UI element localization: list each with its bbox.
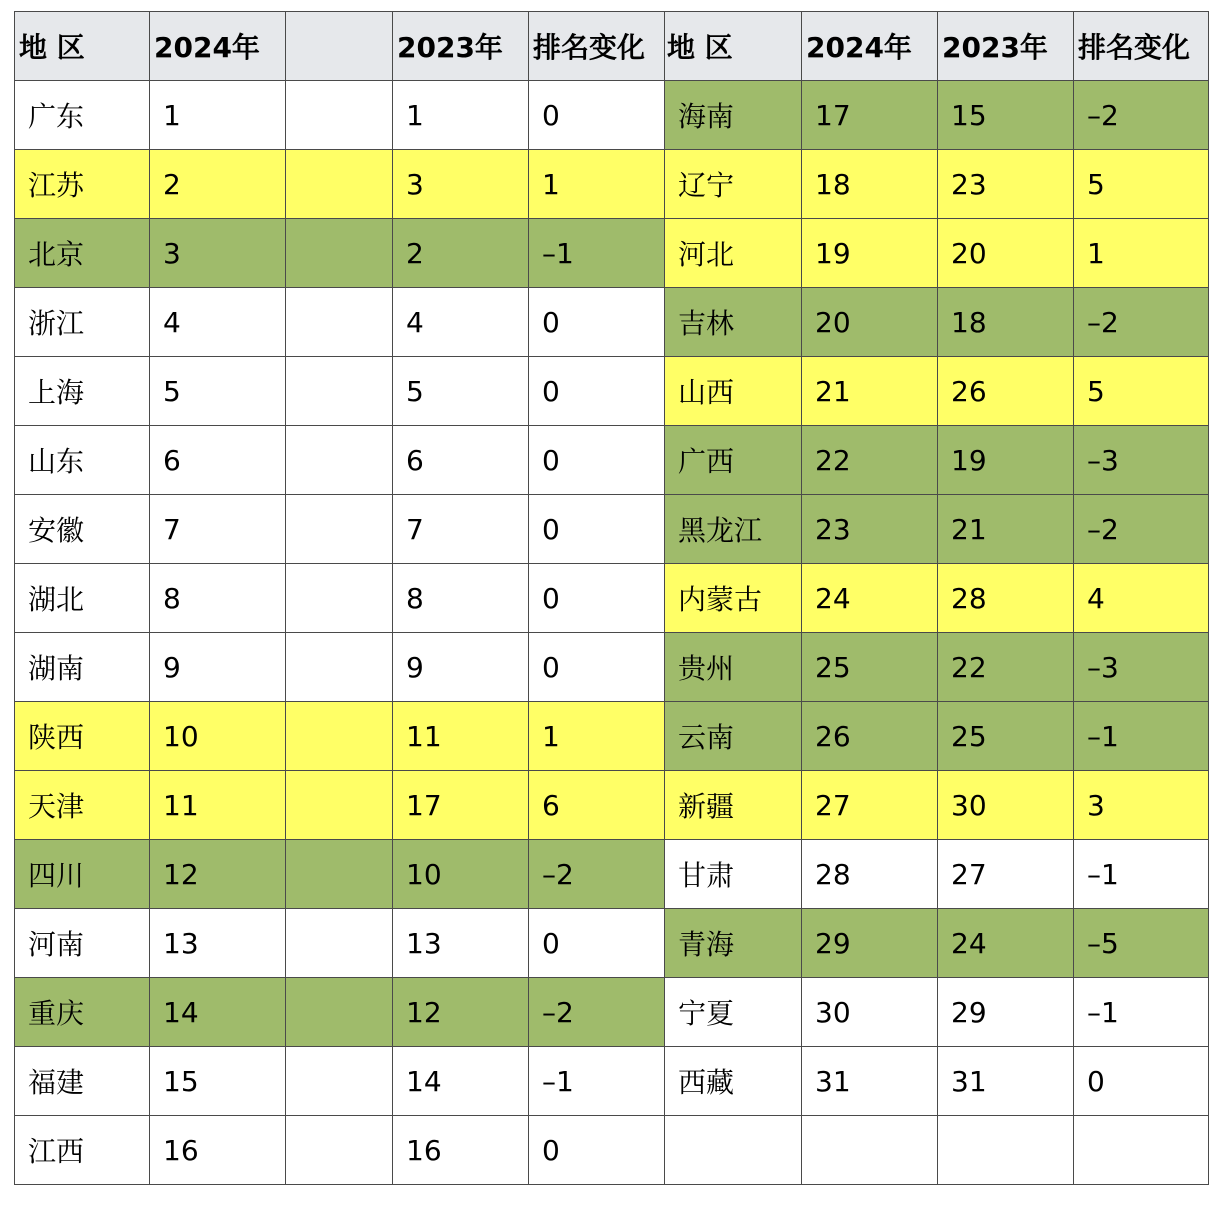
cell-rank-2024-right: 17 (802, 81, 938, 150)
table-row (15, 357, 1209, 426)
cell-change-left: 0 (529, 357, 665, 426)
table-row (15, 702, 1209, 771)
cell-rank-2023-right: 22 (938, 633, 1074, 702)
cell-rank-2024-left: 2 (150, 150, 286, 219)
cell-rank-2023-right: 25 (938, 702, 1074, 771)
cell-rank-2024-left: 15 (150, 1047, 286, 1116)
cell-change-right: 3 (1074, 771, 1209, 840)
cell-rank-2023-left: 7 (393, 495, 529, 564)
header-change-right: 排名变化 (1074, 12, 1209, 81)
cell-rank-2023-left: 17 (393, 771, 529, 840)
cell-rank-2024-left: 3 (150, 219, 286, 288)
cell-change-left: –2 (529, 978, 665, 1047)
cell-blank-left (286, 150, 393, 219)
cell-rank-2023-left: 6 (393, 426, 529, 495)
cell-change-left: 0 (529, 495, 665, 564)
cell-region-left: 广东 (15, 81, 150, 150)
cell-rank-2024-right: 26 (802, 702, 938, 771)
cell-rank-2024-left: 1 (150, 81, 286, 150)
cell-rank-2023-right: 23 (938, 150, 1074, 219)
cell-region-left: 江西 (15, 1116, 150, 1185)
cell-change-right: 1 (1074, 219, 1209, 288)
cell-change-left: 0 (529, 1116, 665, 1185)
cell-blank-left (286, 633, 393, 702)
cell-change-left: 0 (529, 909, 665, 978)
cell-region-right: 云南 (665, 702, 802, 771)
cell-region-right: 西藏 (665, 1047, 802, 1116)
cell-change-left: 0 (529, 564, 665, 633)
cell-rank-2023-right: 24 (938, 909, 1074, 978)
cell-change-right: 4 (1074, 564, 1209, 633)
cell-change-right (1074, 1116, 1209, 1185)
cell-change-left: 0 (529, 288, 665, 357)
cell-rank-2024-right: 25 (802, 633, 938, 702)
cell-region-right: 贵州 (665, 633, 802, 702)
cell-region-right: 甘肃 (665, 840, 802, 909)
cell-region-right: 黑龙江 (665, 495, 802, 564)
cell-rank-2024-left: 6 (150, 426, 286, 495)
cell-rank-2024-left: 4 (150, 288, 286, 357)
cell-rank-2023-right (938, 1116, 1074, 1185)
cell-rank-2024-right: 22 (802, 426, 938, 495)
cell-rank-2023-right: 26 (938, 357, 1074, 426)
table-row (15, 1116, 1209, 1185)
cell-change-right: 0 (1074, 1047, 1209, 1116)
cell-change-left: –2 (529, 840, 665, 909)
table-row (15, 771, 1209, 840)
cell-blank-left (286, 840, 393, 909)
cell-rank-2024-right: 31 (802, 1047, 938, 1116)
cell-region-left: 湖南 (15, 633, 150, 702)
cell-rank-2024-left: 9 (150, 633, 286, 702)
cell-change-right: –2 (1074, 495, 1209, 564)
cell-rank-2023-right: 19 (938, 426, 1074, 495)
cell-rank-2023-left: 8 (393, 564, 529, 633)
cell-change-left: 1 (529, 702, 665, 771)
header-region-left: 地 区 (15, 12, 150, 81)
cell-rank-2023-left: 10 (393, 840, 529, 909)
table-row (15, 426, 1209, 495)
cell-region-right: 广西 (665, 426, 802, 495)
cell-rank-2024-right: 19 (802, 219, 938, 288)
header-region-right: 地 区 (665, 12, 802, 81)
cell-region-right: 河北 (665, 219, 802, 288)
cell-blank-left (286, 771, 393, 840)
cell-rank-2024-left: 10 (150, 702, 286, 771)
cell-region-left: 北京 (15, 219, 150, 288)
header-2023-left: 2023年 (393, 12, 529, 81)
table-body (15, 81, 1209, 1185)
cell-region-right: 青海 (665, 909, 802, 978)
cell-rank-2023-right: 20 (938, 219, 1074, 288)
cell-change-right: –1 (1074, 978, 1209, 1047)
cell-rank-2024-left: 8 (150, 564, 286, 633)
table-row (15, 633, 1209, 702)
cell-rank-2023-left: 13 (393, 909, 529, 978)
cell-rank-2024-right: 30 (802, 978, 938, 1047)
cell-region-left: 重庆 (15, 978, 150, 1047)
cell-rank-2023-right: 30 (938, 771, 1074, 840)
cell-rank-2023-right: 28 (938, 564, 1074, 633)
cell-change-right: –2 (1074, 288, 1209, 357)
cell-rank-2024-right: 29 (802, 909, 938, 978)
cell-change-right: 5 (1074, 357, 1209, 426)
cell-rank-2024-left: 16 (150, 1116, 286, 1185)
table-row (15, 978, 1209, 1047)
cell-region-right: 吉林 (665, 288, 802, 357)
header-row (15, 12, 1209, 81)
cell-change-right: –1 (1074, 702, 1209, 771)
ranking-table-container (14, 11, 1209, 1185)
cell-rank-2023-left: 5 (393, 357, 529, 426)
table-row (15, 288, 1209, 357)
cell-rank-2024-right: 23 (802, 495, 938, 564)
cell-change-left: 0 (529, 426, 665, 495)
cell-change-left: –1 (529, 1047, 665, 1116)
cell-rank-2023-right: 27 (938, 840, 1074, 909)
cell-rank-2024-right: 24 (802, 564, 938, 633)
cell-region-left: 河南 (15, 909, 150, 978)
header-2024-right: 2024年 (802, 12, 938, 81)
cell-rank-2023-left: 14 (393, 1047, 529, 1116)
cell-region-left: 陕西 (15, 702, 150, 771)
cell-blank-left (286, 288, 393, 357)
cell-region-left: 江苏 (15, 150, 150, 219)
cell-region-left: 山东 (15, 426, 150, 495)
cell-rank-2023-left: 3 (393, 150, 529, 219)
header-2024-left: 2024年 (150, 12, 286, 81)
cell-rank-2023-left: 1 (393, 81, 529, 150)
cell-rank-2023-left: 9 (393, 633, 529, 702)
cell-region-right: 内蒙古 (665, 564, 802, 633)
cell-change-left: 1 (529, 150, 665, 219)
table-row (15, 564, 1209, 633)
cell-region-left: 天津 (15, 771, 150, 840)
cell-change-right: –1 (1074, 840, 1209, 909)
cell-rank-2024-right: 21 (802, 357, 938, 426)
cell-rank-2023-right: 21 (938, 495, 1074, 564)
cell-rank-2024-right: 28 (802, 840, 938, 909)
cell-region-right: 辽宁 (665, 150, 802, 219)
cell-rank-2023-right: 18 (938, 288, 1074, 357)
ranking-table (14, 11, 1209, 1185)
table-row (15, 909, 1209, 978)
table-row (15, 1047, 1209, 1116)
table-row (15, 840, 1209, 909)
cell-blank-left (286, 426, 393, 495)
cell-rank-2024-left: 12 (150, 840, 286, 909)
cell-change-right: –3 (1074, 633, 1209, 702)
cell-region-left: 安徽 (15, 495, 150, 564)
cell-change-right: –5 (1074, 909, 1209, 978)
cell-region-left: 湖北 (15, 564, 150, 633)
cell-region-right: 新疆 (665, 771, 802, 840)
cell-blank-left (286, 909, 393, 978)
cell-rank-2023-right: 15 (938, 81, 1074, 150)
cell-rank-2024-right: 18 (802, 150, 938, 219)
cell-rank-2023-right: 31 (938, 1047, 1074, 1116)
cell-rank-2023-left: 2 (393, 219, 529, 288)
cell-blank-left (286, 1047, 393, 1116)
cell-change-right: 5 (1074, 150, 1209, 219)
cell-region-right (665, 1116, 802, 1185)
cell-blank-left (286, 495, 393, 564)
cell-blank-left (286, 564, 393, 633)
cell-rank-2024-right (802, 1116, 938, 1185)
table-row (15, 219, 1209, 288)
table-row (15, 495, 1209, 564)
header-blank-left (286, 12, 393, 81)
cell-blank-left (286, 219, 393, 288)
cell-change-right: –2 (1074, 81, 1209, 150)
cell-change-left: –1 (529, 219, 665, 288)
cell-blank-left (286, 81, 393, 150)
cell-region-left: 福建 (15, 1047, 150, 1116)
cell-rank-2024-left: 7 (150, 495, 286, 564)
cell-region-right: 海南 (665, 81, 802, 150)
cell-rank-2023-left: 4 (393, 288, 529, 357)
cell-change-right: –3 (1074, 426, 1209, 495)
cell-rank-2023-left: 11 (393, 702, 529, 771)
cell-rank-2024-right: 27 (802, 771, 938, 840)
header-change-left: 排名变化 (529, 12, 665, 81)
cell-rank-2024-left: 14 (150, 978, 286, 1047)
cell-region-right: 山西 (665, 357, 802, 426)
cell-rank-2024-left: 5 (150, 357, 286, 426)
cell-change-left: 6 (529, 771, 665, 840)
cell-rank-2024-left: 11 (150, 771, 286, 840)
cell-blank-left (286, 1116, 393, 1185)
table-row (15, 81, 1209, 150)
cell-rank-2024-right: 20 (802, 288, 938, 357)
cell-blank-left (286, 702, 393, 771)
cell-region-right: 宁夏 (665, 978, 802, 1047)
cell-region-left: 四川 (15, 840, 150, 909)
cell-blank-left (286, 357, 393, 426)
table-row (15, 150, 1209, 219)
cell-blank-left (286, 978, 393, 1047)
cell-rank-2023-left: 12 (393, 978, 529, 1047)
cell-rank-2024-left: 13 (150, 909, 286, 978)
cell-rank-2023-left: 16 (393, 1116, 529, 1185)
cell-change-left: 0 (529, 81, 665, 150)
cell-rank-2023-right: 29 (938, 978, 1074, 1047)
cell-change-left: 0 (529, 633, 665, 702)
header-2023-right: 2023年 (938, 12, 1074, 81)
cell-region-left: 上海 (15, 357, 150, 426)
cell-region-left: 浙江 (15, 288, 150, 357)
